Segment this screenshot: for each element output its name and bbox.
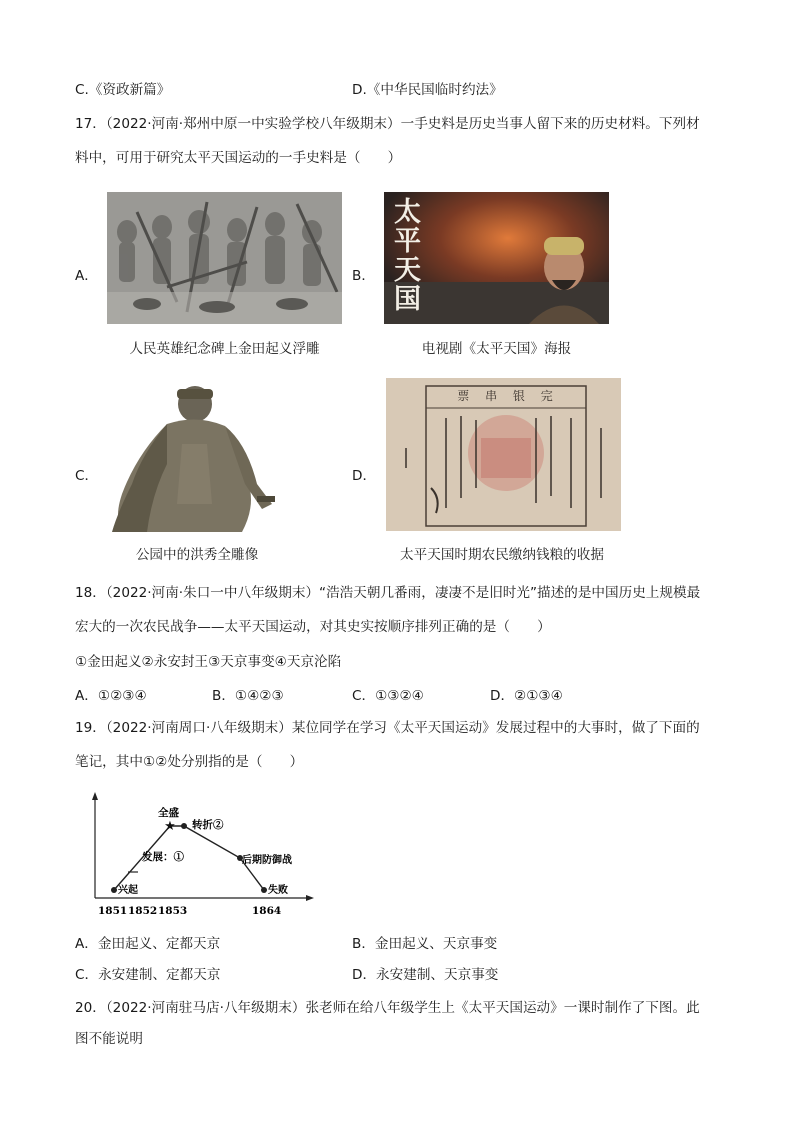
relief-image — [107, 192, 342, 324]
q18-option-a: A．①②③④ — [75, 688, 147, 704]
label-turn: 转折② — [192, 819, 224, 831]
label-fail: 失败 — [268, 885, 288, 896]
q18-stem-line1: 18．（2022·河南·朱口一中八年级期末）“浩浩天朝几番雨，凄凄不是旧时光”描述的是中国历史上规模最 — [75, 585, 701, 601]
peak-star-icon: ★ — [164, 819, 176, 834]
q19-stem-line2: 笔记，其中①②处分别指的是（ ） — [75, 754, 304, 770]
q19-option-a: A．金田起义、定都天京 — [75, 936, 221, 952]
timeline-svg — [90, 790, 320, 920]
year-1852: 1852 — [128, 905, 158, 917]
fail-point — [261, 887, 267, 893]
year-1853: 1853 — [158, 905, 188, 917]
q17-stem-line1: 17．（2022·河南·郑州中原一中实验学校八年级期末）一手史料是历史当事人留下来的历史材料。下列材 — [75, 116, 700, 132]
q19-option-b: B．金田起义、天京事变 — [352, 936, 498, 952]
start-point — [111, 887, 117, 893]
q16-option-c: C.《资政新篇》 — [75, 82, 171, 98]
q18-events: ①金田起义②永安封王③天京事变④天京沦陷 — [75, 654, 342, 670]
q17-option-c-caption: 公园中的洪秀全雕像 — [135, 547, 259, 563]
q17-stem-line2: 料中，可用于研究太平天国运动的一手史料是（ ） — [75, 150, 402, 166]
year-1851: 1851 — [98, 905, 128, 917]
q17-option-d-letter: D． — [352, 468, 377, 484]
receipt-image — [386, 378, 621, 531]
q17-option-b-letter: B． — [352, 268, 375, 284]
q20-stem-line1: 20．（2022·河南驻马店·八年级期末）张老师在给八年级学生上《太平天国运动》一课时制作了下图。此 — [75, 1000, 700, 1016]
label-develop: 发展：① — [142, 851, 184, 863]
q18-option-d: D．②①③④ — [490, 688, 563, 704]
q17-option-c-letter: C． — [75, 468, 99, 484]
label-start: 兴起 — [118, 885, 138, 896]
q17-option-b-caption: 电视剧《太平天国》海报 — [421, 341, 572, 357]
label-late: 后期防御战 — [242, 855, 292, 866]
q19-stem-line1: 19．（2022·河南周口·八年级期末）某位同学在学习《太平天国运动》发展过程中的大事时，做了下面的 — [75, 720, 700, 736]
q17-option-a-caption: 人民英雄纪念碑上金田起义浮雕 — [129, 341, 320, 357]
year-1864: 1864 — [252, 905, 282, 917]
turn-point — [181, 823, 187, 829]
receipt-header: 票 串 银 完 — [457, 389, 559, 403]
q18-option-b: B．①④②③ — [212, 688, 284, 704]
timeline-diagram — [90, 790, 320, 920]
q18-option-c: C．①③②④ — [352, 688, 424, 704]
poster-title: 太平天国 — [394, 197, 421, 315]
q17-option-a-letter: A． — [75, 268, 98, 284]
q17-option-d-caption: 太平天国时期农民缴纳钱粮的收据 — [400, 547, 604, 563]
q19-option-c: C．永安建制、定都天京 — [75, 967, 221, 983]
tv-poster-image — [384, 192, 609, 324]
q19-option-d: D．永安建制、天京事变 — [352, 967, 499, 983]
label-peak: 全盛 — [158, 807, 179, 819]
q20-stem-line2: 图不能说明 — [75, 1031, 143, 1047]
statue-image — [107, 384, 279, 532]
q16-option-d: D.《中华民国临时约法》 — [352, 82, 503, 98]
q18-stem-line2: 宏大的一次农民战争——太平天国运动，对其史实按顺序排列正确的是（ ） — [75, 619, 551, 635]
